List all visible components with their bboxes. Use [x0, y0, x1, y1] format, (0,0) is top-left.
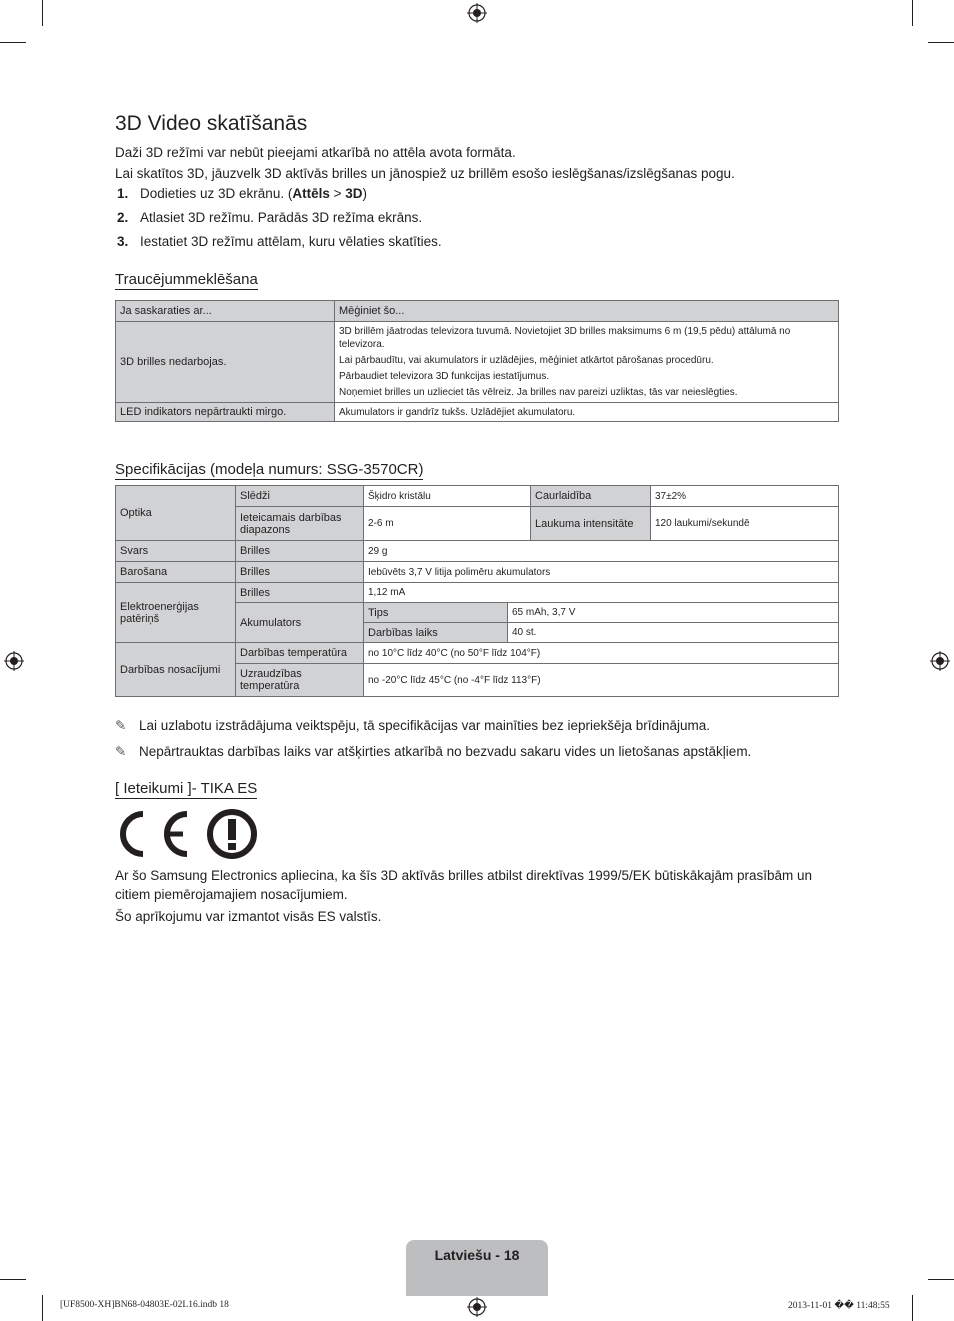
pencil-note-icon: ✎ [115, 718, 127, 733]
table-cell: Uzraudzības temperatūra [236, 664, 364, 697]
table-cell [335, 322, 839, 403]
crop-mark [912, 1295, 913, 1321]
crop-mark [42, 0, 43, 26]
step-number: 2. [117, 210, 129, 225]
table-cell: Barošana [116, 562, 236, 583]
table-header: Ja saskaraties ar... [116, 301, 335, 322]
table-cell: 3D brilles nedarbojas. [116, 322, 335, 403]
table-cell: Elektroenerģijas patēriņš [116, 583, 236, 643]
step-text: Atlasiet 3D režīmu. Parādās 3D režīma ekrāns. [140, 210, 423, 225]
table-cell: Brilles [236, 583, 364, 603]
intro-text: Lai skatītos 3D, jāuzvelk 3D aktīvās brilles un jānospiež uz brillēm esošo ieslēgšanas/izslēgšanas pogu. [115, 166, 735, 181]
table-cell: 2-6 m [364, 507, 531, 541]
note-item [115, 744, 751, 760]
menu-path: Attēls [292, 186, 330, 201]
table-cell: 37±2% [651, 486, 839, 507]
registration-mark-icon [467, 3, 487, 23]
table-cell: Slēdži [236, 486, 364, 507]
specs-heading: Specifikācijas (modeļa numurs: SSG-3570CR) [115, 461, 424, 478]
crop-mark [928, 1279, 954, 1280]
registration-mark-icon [930, 651, 950, 671]
solution-text: Pārbaudiet televizora 3D funkcijas iestatījumus. [339, 371, 550, 382]
step-item [117, 234, 442, 249]
table-cell: 120 laukumi/sekundē [651, 507, 839, 541]
table-cell: Šķidro kristālu [364, 486, 531, 507]
file-slug: [UF8500-XH]BN68-04803E-02L16.indb 18 [60, 1300, 229, 1310]
crop-mark [0, 1279, 26, 1280]
table-cell: 29 g [364, 541, 839, 562]
note-text: Nepārtrauktas darbības laiks var atšķirties atkarībā no bezvadu sakaru vides un lietošanas apstākļiem. [139, 744, 752, 759]
crop-mark [42, 1295, 43, 1321]
table-cell: Svars [116, 541, 236, 562]
step-item [117, 186, 367, 201]
table-cell: 1,12 mA [364, 583, 839, 603]
note-item [115, 718, 710, 734]
crop-mark [928, 42, 954, 43]
table-cell: Caurlaidība [531, 486, 651, 507]
step-text: ) [362, 186, 367, 201]
note-text: Lai uzlabotu izstrādājuma veiktspēju, tā specifikācijas var mainīties bez iepriekšēja brīdinājuma. [139, 718, 711, 733]
step-number: 1. [117, 186, 129, 201]
page-number: Latviešu - 18 [434, 1247, 520, 1263]
date-slug: 2013-11-01 �� 11:48:55 [788, 1301, 890, 1311]
solution-text: Noņemiet brilles un uzlieciet tās vēlreiz. Ja brilles nav pareizi uzliktas, tās var neieslēgties. [339, 387, 738, 398]
solution-text: Lai pārbaudītu, vai akumulators ir uzlādējies, mēģiniet atkārtot pārošanas procedūru. [339, 355, 714, 366]
table-cell: Tips [364, 603, 508, 623]
step-text: Dodieties uz 3D ekrānu. ( [140, 186, 293, 201]
step-item [117, 210, 422, 225]
table-cell: Darbības temperatūra [236, 643, 364, 664]
eu-declaration-text: Ar šo Samsung Electronics apliecina, ka šīs 3D aktīvās brilles atbilst direktīvas 1999/5/EK būtiskākajām prasībām un citiem piemērojamajiem nosacījumiem. [115, 868, 813, 902]
table-cell: Brilles [236, 562, 364, 583]
table-cell: Iebūvēts 3,7 V litija polimēru akumulators [364, 562, 839, 583]
troubleshooting-heading: Traucējummeklēšana [115, 271, 258, 288]
table-cell: Darbības laiks [364, 623, 508, 643]
crop-mark [0, 42, 26, 43]
registration-mark-icon [467, 1297, 487, 1317]
table-cell: Brilles [236, 541, 364, 562]
table-cell: Akumulators ir gandrīz tukšs. Uzlādējiet akumulatoru. [335, 403, 839, 422]
table-cell: Optika [116, 486, 236, 541]
table-cell: 65 mAh, 3,7 V [508, 603, 839, 623]
table-cell: Ieteicamais darbības diapazons [236, 507, 364, 541]
table-header: Mēģiniet šo... [335, 301, 839, 322]
table-cell: no -20°C līdz 45°C (no -4°F līdz 113°F) [364, 664, 839, 697]
table-cell: no 10°C līdz 40°C (no 50°F līdz 104°F) [364, 643, 839, 664]
table-cell: LED indikators nepārtraukti mirgo. [116, 403, 335, 422]
step-text: Iestatiet 3D režīmu attēlam, kuru vēlaties skatīties. [140, 234, 442, 249]
table-cell: 40 st. [508, 623, 839, 643]
eu-usage-text: Šo aprīkojumu var izmantot visās ES valstīs. [115, 909, 382, 924]
solution-text: 3D brillēm jāatrodas televizora tuvumā. Novietojiet 3D brilles maksimums 6 m (19,5 pēdu) attālumā no televizora. [339, 326, 791, 350]
table-cell: Akumulators [236, 603, 364, 643]
specs-table [115, 485, 839, 697]
ce-mark-icon [115, 808, 260, 860]
troubleshooting-table [115, 300, 839, 422]
step-number: 3. [117, 234, 129, 249]
menu-path: 3D [345, 186, 363, 201]
table-cell: Darbības nosacījumi [116, 643, 236, 697]
eu-heading: [ Ieteikumi ]- TIKA ES [115, 780, 258, 797]
step-text: > [329, 186, 346, 201]
registration-mark-icon [4, 651, 24, 671]
table-cell: Laukuma intensitāte [531, 507, 651, 541]
pencil-note-icon: ✎ [115, 744, 127, 759]
page-title: 3D Video skatīšanās [115, 112, 308, 135]
intro-text: Daži 3D režīmi var nebūt pieejami atkarībā no attēla avota formāta. [115, 145, 516, 160]
crop-mark [912, 0, 913, 26]
